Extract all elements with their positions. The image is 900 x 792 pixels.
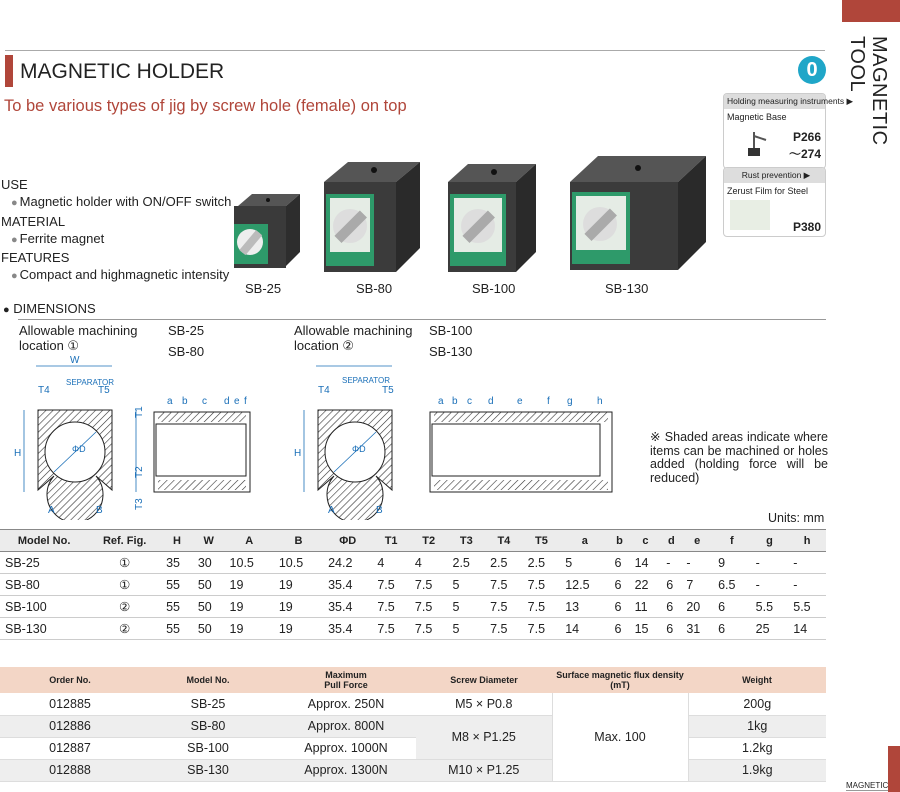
table-cell: 5.5 [788, 596, 826, 618]
dim-label-e: e [517, 396, 523, 407]
table-cell: 31 [681, 618, 713, 640]
page-marker-badge: 0 [798, 56, 826, 84]
title-accent-bar [5, 55, 13, 87]
dim-label-a: a [438, 396, 444, 407]
dim-label-b-upper: B [96, 505, 103, 516]
table-row [0, 618, 826, 640]
table-cell: 7.5 [485, 596, 523, 618]
table-cell: 24.2 [323, 552, 372, 574]
footer-tab [888, 746, 900, 792]
table-cell: M8 × P1.25 [416, 715, 552, 759]
table-cell: 6 [713, 596, 751, 618]
table-cell: 6 [713, 618, 751, 640]
order-col-header: Order No. [0, 667, 140, 693]
dimensions-heading: ● DIMENSIONS [3, 301, 96, 316]
table-cell: 2.5 [448, 552, 486, 574]
table-cell: 7.5 [410, 596, 448, 618]
table-cell: - [661, 552, 681, 574]
table-row [0, 737, 826, 759]
dim-col-header: b [610, 530, 630, 552]
order-col-header: Weight [688, 667, 826, 693]
table-row [0, 574, 826, 596]
dim-label-f: f [547, 396, 550, 407]
table-cell: 4 [410, 552, 448, 574]
table-cell: 19 [274, 596, 323, 618]
dim-label-h: H [294, 448, 302, 459]
related-page: P266 [792, 130, 821, 144]
section-tab [842, 0, 900, 22]
related-heading: Holding measuring instruments ▶ [724, 94, 825, 109]
table-cell: 55 [161, 596, 193, 618]
dim-label-h: H [14, 448, 22, 459]
table-cell: 6 [661, 596, 681, 618]
table-cell: 012888 [0, 759, 140, 781]
dim-col-header: T1 [372, 530, 410, 552]
dimension-diagram-2 [292, 352, 622, 520]
table-cell: 012886 [0, 715, 140, 737]
table-cell: 5 [448, 574, 486, 596]
table-cell: 6 [610, 596, 630, 618]
table-cell: 7.5 [523, 574, 561, 596]
dimensions-rule [18, 319, 826, 320]
table-cell: - [788, 552, 826, 574]
dim-label-d: d [224, 396, 230, 407]
table-cell: 6 [610, 552, 630, 574]
dim-col-header: T3 [448, 530, 486, 552]
table-cell: 7.5 [410, 618, 448, 640]
table-cell: Approx. 250N [276, 693, 416, 715]
table-cell: Max. 100 [552, 693, 688, 781]
table-cell: 35.4 [323, 574, 372, 596]
table-cell: 7.5 [372, 574, 410, 596]
product-image-sb25 [230, 190, 306, 272]
zerust-film-image [730, 200, 770, 230]
table-cell: 6 [661, 574, 681, 596]
dim-col-header: T5 [523, 530, 561, 552]
table-cell: 012887 [0, 737, 140, 759]
table-cell: ① [88, 574, 161, 596]
features-heading: FEATURES [1, 250, 70, 266]
dim-col-header: W [193, 530, 225, 552]
dim-col-header: Model No. [0, 530, 88, 552]
order-col-header: Model No. [140, 667, 276, 693]
table-row [0, 552, 826, 574]
table-cell: 19 [274, 574, 323, 596]
table-cell: SB-130 [0, 618, 88, 640]
table-cell: 6 [661, 618, 681, 640]
table-cell: SB-25 [0, 552, 88, 574]
table-row [0, 693, 826, 715]
table-cell: 7 [681, 574, 713, 596]
dim-label-d: d [488, 396, 494, 407]
table-cell: 35.4 [323, 596, 372, 618]
location-1-models: SB-25 SB-80 [168, 323, 205, 359]
dim-label-t4: T4 [38, 385, 50, 396]
dim-label-t4: T4 [318, 385, 330, 396]
dim-col-header: c [630, 530, 662, 552]
table-cell: 55 [161, 618, 193, 640]
table-cell: 12.5 [560, 574, 609, 596]
related-page-range: 〜274 [788, 147, 821, 161]
table-cell: Approx. 1000N [276, 737, 416, 759]
table-row [0, 715, 826, 737]
table-cell: 35 [161, 552, 193, 574]
table-cell: SB-130 [140, 759, 276, 781]
table-cell: 50 [193, 574, 225, 596]
side-section-title: MAGNETIC TOOL [846, 36, 890, 146]
product-label: SB-25 [245, 281, 282, 296]
table-cell: 11 [630, 596, 662, 618]
table-cell: 6 [610, 618, 630, 640]
table-cell: ② [88, 596, 161, 618]
table-cell: 19 [225, 596, 274, 618]
top-rule [5, 50, 825, 51]
order-col-header: Surface magnetic flux density (mT) [552, 667, 688, 693]
dim-label-a: a [167, 396, 173, 407]
dim-col-header: T2 [410, 530, 448, 552]
table-cell: 6 [610, 574, 630, 596]
table-cell: 25 [751, 618, 789, 640]
product-label: SB-130 [605, 281, 649, 296]
footer-label: MAGNETIC [846, 781, 889, 790]
table-cell: - [751, 574, 789, 596]
dim-label-b-upper: B [376, 505, 383, 516]
table-cell: 5 [448, 618, 486, 640]
table-cell: 30 [193, 552, 225, 574]
table-cell: 7.5 [410, 574, 448, 596]
table-cell: SB-80 [140, 715, 276, 737]
order-table [0, 667, 826, 782]
location-1-label: Allowable machining location ① [19, 323, 138, 353]
dim-label-h-lower: h [597, 396, 603, 407]
dim-label-phid: ΦD [352, 444, 366, 454]
dim-label-b: b [182, 396, 188, 407]
table-cell: 15 [630, 618, 662, 640]
dim-label-c: c [202, 396, 207, 407]
table-cell: SB-25 [140, 693, 276, 715]
table-cell: 5 [560, 552, 609, 574]
product-label: SB-100 [472, 281, 516, 296]
table-cell: 19 [225, 574, 274, 596]
material-heading: MATERIAL [1, 213, 66, 229]
dimension-diagram-1 [12, 352, 264, 520]
dim-col-header: A [225, 530, 274, 552]
dim-col-header: e [681, 530, 713, 552]
dim-col-header: H [161, 530, 193, 552]
dim-label-c: c [467, 396, 472, 407]
units-label: Units: mm [768, 511, 825, 525]
table-cell: 1.9kg [688, 759, 826, 781]
table-cell: Approx. 1300N [276, 759, 416, 781]
table-cell: SB-100 [140, 737, 276, 759]
table-cell: 50 [193, 596, 225, 618]
table-cell: 2.5 [485, 552, 523, 574]
use-heading: USE [1, 177, 28, 192]
page-subtitle: To be various types of jig by screw hole (female) on top [4, 97, 407, 115]
table-cell: 14 [560, 618, 609, 640]
table-cell: ② [88, 618, 161, 640]
table-cell: Approx. 800N [276, 715, 416, 737]
table-cell: 2.5 [523, 552, 561, 574]
magnetic-base-icon [742, 128, 772, 158]
table-cell: 13 [560, 596, 609, 618]
table-cell: SB-100 [0, 596, 88, 618]
product-info [1, 176, 231, 286]
machining-note: ※ Shaded areas indicate where items can be machined or holes added (holding force will be reduced) [650, 430, 828, 485]
dim-col-header: h [788, 530, 826, 552]
table-cell: 7.5 [372, 596, 410, 618]
table-cell: 14 [788, 618, 826, 640]
dimensions-table [0, 529, 826, 640]
table-cell: 19 [225, 618, 274, 640]
dim-col-header: T4 [485, 530, 523, 552]
features-text: ● Compact and highmagnetic intensity [1, 266, 231, 285]
table-cell: 7.5 [372, 618, 410, 640]
table-cell: 6.5 [713, 574, 751, 596]
product-label: SB-80 [356, 281, 393, 296]
dim-label-b: b [452, 396, 458, 407]
location-2-models: SB-100 SB-130 [429, 323, 473, 359]
product-image-sb100 [444, 148, 540, 276]
dim-label-t3: T3 [134, 498, 145, 510]
dim-label-e: e [234, 396, 240, 407]
order-col-header: Screw Diameter [416, 667, 552, 693]
table-cell: - [788, 574, 826, 596]
table-cell: 4 [372, 552, 410, 574]
table-cell: - [751, 552, 789, 574]
dim-label-t1: T1 [134, 406, 145, 418]
use-text: ● Magnetic holder with ON/OFF switch [1, 193, 231, 212]
related-label: Zerust Film for Steel [727, 186, 809, 196]
product-image-sb130 [566, 128, 716, 276]
related-heading: Rust prevention ▶ [724, 168, 825, 183]
table-cell: 10.5 [274, 552, 323, 574]
table-cell: 5 [448, 596, 486, 618]
related-page: P380 [792, 220, 821, 234]
dim-label-w: W [70, 355, 80, 366]
dim-col-header: g [751, 530, 789, 552]
product-image-sb80 [320, 150, 426, 276]
dim-label-t2: T2 [134, 466, 145, 478]
table-cell: 20 [681, 596, 713, 618]
table-cell: 1kg [688, 715, 826, 737]
dim-col-header: a [560, 530, 609, 552]
table-cell: 10.5 [225, 552, 274, 574]
table-cell: M10 × P1.25 [416, 759, 552, 781]
related-product-zerust[interactable] [723, 167, 826, 237]
page-title: MAGNETIC HOLDER [20, 60, 225, 83]
table-cell: ① [88, 552, 161, 574]
table-cell: 7.5 [485, 574, 523, 596]
dim-col-header: d [661, 530, 681, 552]
dim-col-header: ΦD [323, 530, 372, 552]
table-cell: 9 [713, 552, 751, 574]
table-cell: 14 [630, 552, 662, 574]
dim-label-g: g [567, 396, 573, 407]
table-cell: 7.5 [485, 618, 523, 640]
table-cell: 1.2kg [688, 737, 826, 759]
dim-label-t5: T5 [98, 385, 110, 396]
separator-label: SEPARATOR [342, 376, 391, 385]
table-cell: 55 [161, 574, 193, 596]
table-cell: 35.4 [323, 618, 372, 640]
table-cell: 7.5 [523, 618, 561, 640]
table-cell: M5 × P0.8 [416, 693, 552, 715]
table-cell: 200g [688, 693, 826, 715]
table-cell: - [681, 552, 713, 574]
separator-label: SEPARATOR [66, 378, 115, 387]
table-cell: 22 [630, 574, 662, 596]
table-row [0, 759, 826, 781]
material-text: ● Ferrite magnet [1, 230, 231, 249]
table-cell: 7.5 [523, 596, 561, 618]
dim-label-f: f [244, 396, 247, 407]
location-2-label: Allowable machining location ② [294, 323, 413, 353]
order-col-header: Maximum Pull Force [276, 667, 416, 693]
table-cell: 50 [193, 618, 225, 640]
table-cell: 012885 [0, 693, 140, 715]
table-cell: 5.5 [751, 596, 789, 618]
table-row [0, 596, 826, 618]
dim-col-header: f [713, 530, 751, 552]
dim-label-t5: T5 [382, 385, 394, 396]
dim-col-header: Ref. Fig. [88, 530, 161, 552]
dim-col-header: B [274, 530, 323, 552]
table-cell: SB-80 [0, 574, 88, 596]
dim-label-a-upper: A [328, 505, 335, 516]
dim-label-phid: ΦD [72, 444, 86, 454]
related-label: Magnetic Base [727, 112, 787, 122]
dim-label-a-upper: A [48, 505, 55, 516]
table-cell: 19 [274, 618, 323, 640]
related-product-magnetic-base[interactable] [723, 93, 854, 169]
